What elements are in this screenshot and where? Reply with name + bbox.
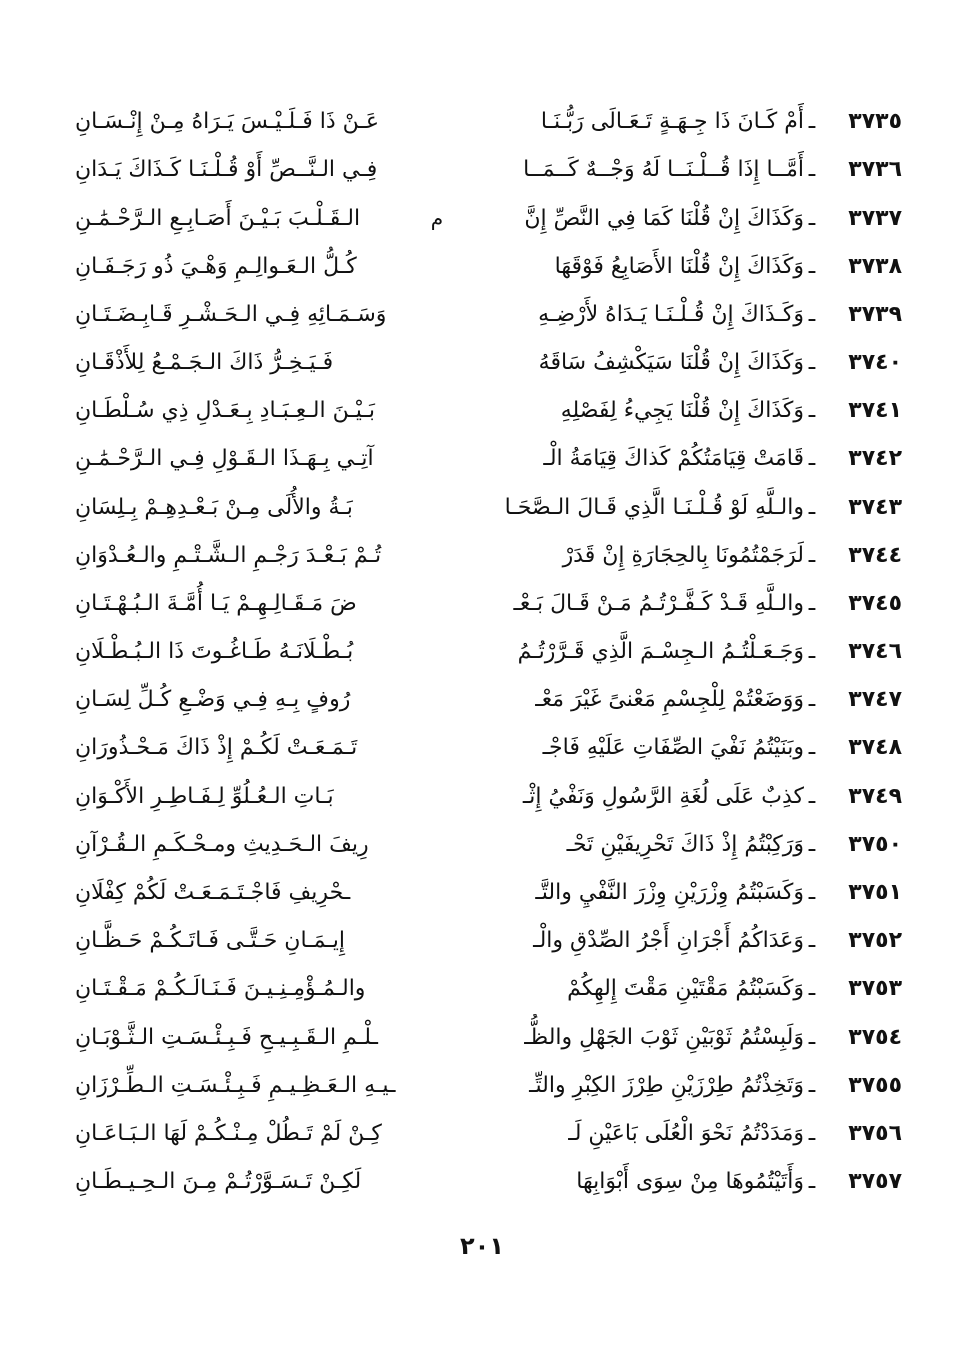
second-hemistich: بُـطْـلَانَـهُ طَـاغُـوتَ ذَا الـبُـطْـلَانِ [75, 639, 354, 665]
verse-dash: ـ [808, 590, 816, 616]
verse-line [72, 724, 902, 772]
first-hemistich: أَمَّــا إِذَا قُــلْـنَــا لَهُ وَجْــهٌ كَــمَــا [523, 157, 804, 183]
verse-line [72, 291, 902, 339]
verse-number: ٣٧٥٠ [848, 831, 902, 857]
verse-number: ٣٧٤٥ [848, 590, 902, 616]
first-hemistich: وَكَذَاكَ إِنْ قُلْنَا الأَصَابِعُ فَوْقَهَا [554, 253, 804, 279]
verse-line [72, 773, 902, 821]
verse-line [72, 821, 902, 869]
verse-number: ٣٧٤١ [848, 398, 902, 424]
verse-number: ٣٧٣٥ [848, 109, 902, 134]
first-hemistich: قَامَتْ قِيَامَتُكُمْ كَذاكَ قِيَامَةُ الْـ [543, 446, 804, 472]
verse-dash: ـ [808, 687, 816, 713]
verse-number: ٣٧٤٩ [848, 783, 902, 809]
verse-line [72, 194, 902, 242]
verse-line [72, 243, 902, 291]
verse-number: ٣٧٣٦ [848, 157, 902, 183]
verse-dash: ـ [808, 1024, 816, 1050]
verse-dash: ـ [808, 253, 816, 279]
verse-number: ٣٧٥٣ [848, 976, 902, 1002]
page-number: ٢٠١ [460, 1232, 504, 1260]
verse-number: ٣٧٥٦ [848, 1120, 902, 1146]
verse-dash: ـ [808, 1120, 816, 1146]
verse-line [72, 1158, 902, 1206]
first-hemistich: وَعَدَاكُمُ أَجْرَانِ أَجْرُ الصِّدْقِ والْـ [533, 928, 804, 954]
first-hemistich: لَرَجَمْتُمُونَا بِالحِجَارَةِ إِنْ قَدَرْ [562, 542, 804, 568]
verse-line [72, 435, 902, 483]
second-hemistich: ـلْـمِ الـقَـبِـيـحِ فَـبِـئْـسَـتِ الـثَّـوْبَـانِ [75, 1024, 378, 1050]
verse-number: ٣٧٤٦ [848, 639, 902, 665]
second-hemistich: لَكِـنْ تَـسَـوَّرْتُـمْ مِـنَ الـحِـيـطَـانِ [75, 1169, 362, 1195]
first-hemistich: وَكَـذَاكَ إِنْ قُـلْـنَـا يَـدَاهُ لأَرْضِـهِ [538, 301, 804, 327]
second-hemistich: بَـيْـنَ الـعِـبَـادِ بِـعَـدْلِ ذِي سُـلْطَـانِ [75, 398, 375, 424]
first-hemistich: وَرَكِبْتُمُ إِذْ ذَاكَ تَحْرِيفَيْنِ تَحْـ [566, 831, 804, 857]
verse-dash: ـ [808, 446, 816, 472]
second-hemistich: بَـةُ والأُلَى مِـنْ بَـعْـدِهِـمْ بِـلِسَانِ [75, 494, 353, 520]
verse-dash: ـ [808, 928, 816, 954]
first-hemistich: وَأَتَيْتُمُوهَا مِنْ سِوَى أَبْوَابِهَا [576, 1169, 804, 1195]
second-hemistich: فِـي الـنَّــصِّ أَوْ قُـلْـنَـا كَـذَاكَ يَـدَانِ [75, 157, 378, 183]
verse-dash: ـ [808, 831, 816, 857]
second-hemistich: تُـمْ بَـعْـدَ رَجْـمِ الـشَّـتْـمِ والـعُـدْوَانِ [75, 542, 382, 568]
second-hemistich: آتِـي بِـهَـذَا الـقَـوْلِ فِـي الـرَّحْـمَٰـنِ [75, 446, 374, 472]
verse-dash: ـ [808, 157, 816, 183]
second-hemistich: تَـمَـعَـتْ لَكُـمْ إِذْ ذَاكَ مَـحْـذُورَانِ [75, 735, 358, 761]
verse-dash: ـ [808, 301, 816, 327]
verse-line [72, 869, 902, 917]
verse-dash: ـ [808, 542, 816, 568]
verse-number: ٣٧٤٠ [848, 349, 902, 375]
verse-number: ٣٧٥٢ [848, 928, 902, 954]
verse-number: ٣٧٣٧ [848, 206, 902, 232]
verse-number: ٣٧٥٥ [848, 1072, 902, 1098]
verse-dash: ـ [808, 639, 816, 665]
first-hemistich: وَكَذَاكَ إِنْ قُلْنَا كَمَا فِي النَّصِّ إِنَّ [524, 206, 804, 232]
first-hemistich: كذِبٌ عَلَى لُغَةِ الرَّسُولِ وَنَفْيُ إِثْـ [522, 783, 804, 809]
verse-number: ٣٧٥١ [848, 880, 902, 905]
hemistich-gap: م [430, 206, 444, 231]
verse-number: ٣٧٤٤ [848, 542, 902, 568]
first-hemistich: وَمَدَدْتُمُ نَحْوَ الْعُلَى بَاعَيْنِ لَـ [568, 1120, 804, 1146]
second-hemistich: كُـلُّ الـعَـوالِـمِ وَهْـيَ ذُو رَجَـفَـانِ [75, 253, 357, 279]
verse-dash: ـ [808, 735, 816, 761]
first-hemistich: وَلَبِسْتُمُ ثَوْبَيْنِ ثَوْبَ الجَهْلِ والظُّـ [524, 1024, 804, 1050]
verse-line [72, 676, 902, 724]
verse-line [72, 917, 902, 965]
first-hemistich: وبَنَيْتُمُ نَفْيَ الصِّفَاتِ عَلَيْهِ فَاجْـ [542, 735, 804, 761]
verse-dash: ـ [808, 494, 816, 520]
verse-dash: ـ [808, 976, 816, 1002]
verse-number: ٣٧٣٨ [848, 253, 902, 279]
second-hemistich: فَـيَـخِـرُّ ذَاكَ الـجَـمْـعُ لِلأَذْقَـانِ [75, 349, 334, 375]
verse-number: ٣٧٤٨ [848, 735, 902, 761]
verse-line [72, 1110, 902, 1158]
second-hemistich: بَـاتِ الـعُـلُوِّ لِـفَـاطِـرِ الأَكْـوَانِ [75, 783, 334, 809]
verse-number: ٣٧٥٧ [848, 1169, 902, 1195]
first-hemistich: والـلَّهِ لَوْ قُـلْـنَـا الَّذِي قَـالَ الـصَّحَـا [504, 494, 804, 520]
verse-line [72, 339, 902, 387]
verse-line [72, 1062, 902, 1110]
second-hemistich: والـمُـؤْمِـنِـيـنَ فَـنَـالَـكُـمْ مَـقْـتَـانِ [75, 976, 366, 1002]
verse-dash: ـ [808, 398, 816, 424]
second-hemistich: ضَ مَـقَـالِـهِـمْ يَـا أُمَّـةَ الـبُـهْـتَـانِ [75, 590, 357, 616]
verse-list [72, 98, 902, 1206]
second-hemistich: كِـنْ لَمْ تَـطُلْ مِـنْـكُـمْ لَهَا الـبَـاعَـانِ [75, 1120, 382, 1146]
first-hemistich: وَجَـعَـلْتُـمُ الـجِسْـمَ الَّذِي قَـرَّرْتُـمُ [517, 639, 804, 665]
first-hemistich: وَوَضَعْتُمْ لِلْجِسْمِ مَعْنىً غَيْرَ مَعْـ [535, 687, 804, 713]
verse-number: ٣٧٥٤ [848, 1024, 902, 1050]
second-hemistich: الـقَـلْـبَ بَـيْـنَ أَصَـابِـعِ الـرَّحْـمَٰـنِ [75, 206, 361, 232]
second-hemistich: رُوفٍ بِـهِ فِـي وَضْـعِ كُـلِّ لِسَـانِ [75, 687, 351, 713]
first-hemistich: والـلَّهِ قَـدْ كَـفَّـرْتُـمُ مَـنْ قَـالَ بَـعْـ [513, 590, 804, 616]
verse-number: ٣٧٤٢ [848, 446, 902, 472]
verse-line [72, 146, 902, 194]
verse-line [72, 965, 902, 1013]
verse-line [72, 628, 902, 676]
verse-dash: ـ [808, 1072, 816, 1098]
second-hemistich: ـحْرِيفِ فَاجْـتَـمَـعَـتْ لَكُمْ كِفْلَانِ [75, 880, 351, 905]
verse-number: ٣٧٤٣ [848, 494, 902, 520]
first-hemistich: وَكَسَبْتُمُ وِزْرَيْنِ وِزْرَ النَّفْيِ والتَّـ [535, 880, 804, 905]
verse-line [72, 98, 902, 146]
verse-number: ٣٧٤٧ [848, 687, 902, 713]
verse-line [72, 1014, 902, 1062]
first-hemistich: وَكَذَاكَ إِنْ قُلْنَا سَيَكْشِفُ سَاقَهُ [538, 349, 804, 375]
second-hemistich: إِيـمَـانِ حَـتَّـى فَـاتَـكُـمْ حَـظَّـانِ [75, 928, 346, 954]
verse-dash: ـ [808, 1169, 816, 1195]
verse-dash: ـ [808, 109, 816, 134]
verse-line [72, 532, 902, 580]
verse-number: ٣٧٣٩ [848, 301, 902, 327]
second-hemistich: وَسَـمَـائِهِ فِـي الـحَـشْـرِ قَـابِـضَـتَـانِ [75, 301, 387, 327]
second-hemistich: عَـنْ ذَا فَـلَـيْـسَ يَـرَاهُ مِـنْ إِنْـسَـانِ [75, 109, 379, 134]
verse-dash: ـ [808, 783, 816, 809]
first-hemistich: وَكَسَبْتُمُ مَقْتَيْنِ مَقْتَ إِلهِكُمْ [567, 976, 804, 1002]
verse-dash: ـ [808, 349, 816, 375]
verse-line [72, 580, 902, 628]
first-hemistich: وَكَذَاكَ إِنْ قُلْنَا يَجِيءُ لِفَصْلِهِ [560, 398, 804, 424]
second-hemistich: رِيفَ الـحَـدِيثِ ومـحْـكَـمِ الـقُـرْآنِ [75, 831, 369, 857]
verse-line [72, 484, 902, 532]
verse-line [72, 387, 902, 435]
first-hemistich: أَمْ كَـانَ ذَا جِـهَـةٍ تَـعَـالَى رَبُّـنَـا [540, 109, 804, 134]
verse-dash: ـ [808, 880, 816, 905]
second-hemistich: ـيـهِ الـعَـظِـيـمِ فَـبِـئْـسَـتِ الـطِّـرْزَانِ [75, 1072, 396, 1098]
first-hemistich: وَتَخِذْتُمُ طِرْزَيْنِ طِرْزَ الكِبْرِ والتِّـ [529, 1072, 804, 1098]
verse-dash: ـ [808, 206, 816, 232]
